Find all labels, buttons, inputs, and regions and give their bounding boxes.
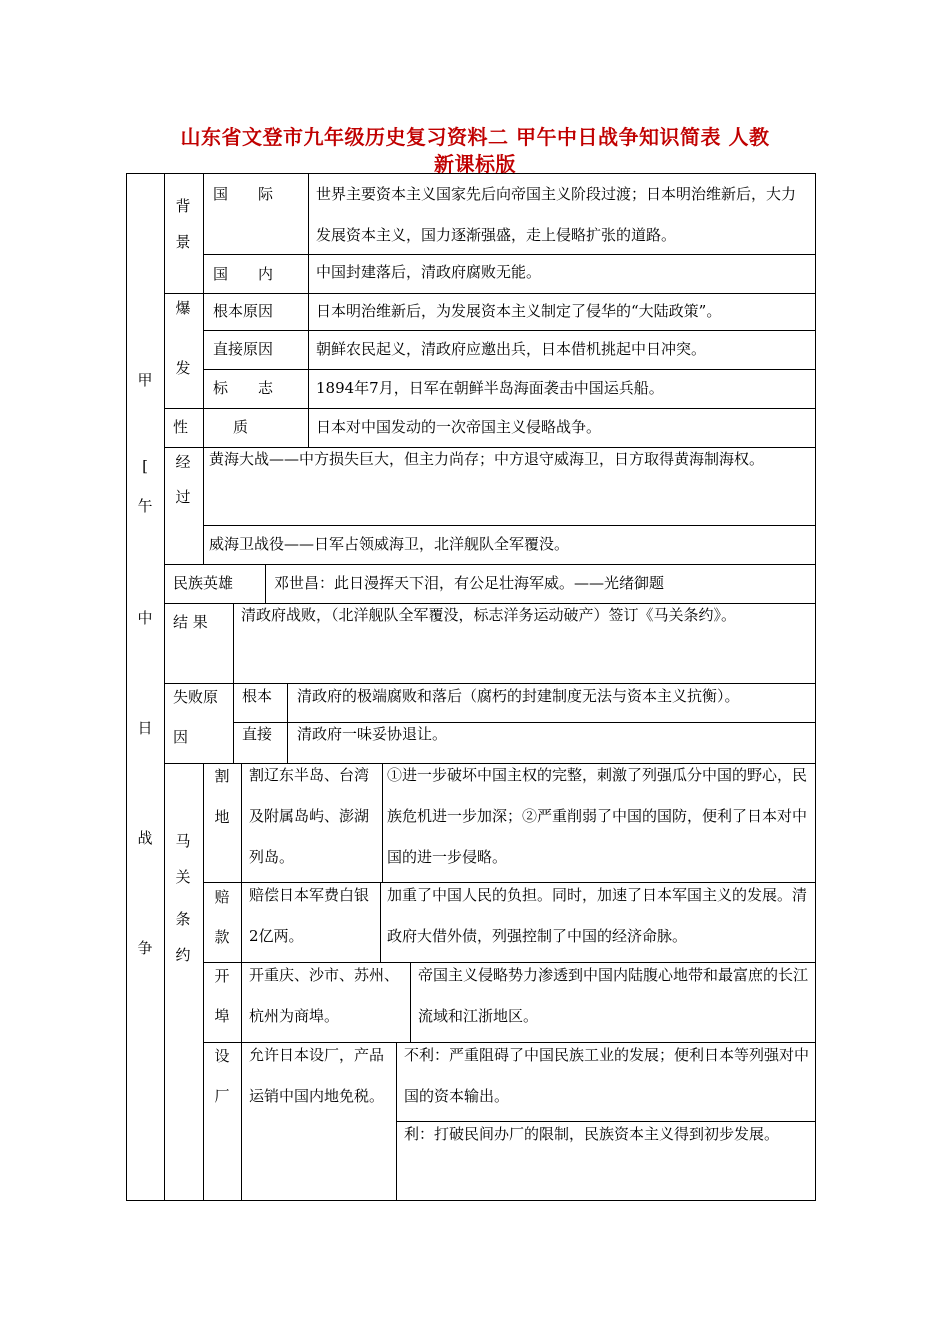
- topic-char: 日: [137, 719, 153, 737]
- hero-label: 民族英雄: [173, 574, 234, 592]
- indemnity-impact: 加重了中国人民的负担。同时，加速了日本军国主义的发展。清政府大借外债，列强控制了中国的经济命脉。: [387, 886, 808, 945]
- failure-direct-label: 直接: [242, 725, 273, 743]
- sign-text: 1894年7月，日军在朝鲜半岛海面袭击中国运兵船。: [316, 379, 664, 397]
- result-text: 清政府战败，（北洋舰队全军覆没，标志洋务运动破产）签订《马关条约》。: [241, 606, 737, 624]
- hero-text: 邓世昌：此日漫挥天下泪，有公足壮海军威。——光绪御题: [274, 574, 665, 592]
- cession-content: 割辽东半岛、台湾及附属岛屿、澎湖列岛。: [249, 766, 370, 866]
- weihaiwei-battle: 威海卫战役——日军占领威海卫，北洋舰队全军覆没。: [209, 535, 570, 553]
- document-title: [120, 124, 830, 178]
- ports-label: 埠: [214, 1007, 230, 1025]
- direct-cause-text: 朝鲜农民起义，清政府应邀出兵，日本借机挑起中日冲突。: [316, 340, 707, 358]
- international-text: 世界主要资本主义国家先后向帝国主义阶段过渡；日本明治维新后，大力发展资本主义，国力逐渐强盛，走上侵略扩张的道路。: [316, 185, 797, 244]
- cession-label: 地: [214, 808, 230, 826]
- factories-harm: 不利：严重阻碍了中国民族工业的发展；便利日本等列强对中国的资本输出。: [404, 1046, 810, 1105]
- ports-label: 开: [214, 967, 230, 985]
- failure-direct-text: 清政府一味妥协退让。: [297, 725, 448, 743]
- nature-text: 日本对中国发动的一次帝国主义侵略战争。: [316, 418, 602, 436]
- indemnity-content: 赔偿日本军费白银2亿两。: [249, 886, 370, 945]
- background-label: 景: [175, 233, 191, 251]
- domestic-label: 国 内: [213, 265, 274, 283]
- treaty-label: 约: [175, 946, 191, 964]
- cession-impact: ①进一步破坏中国主权的完整，刺激了列强瓜分中国的野心，民族危机进一步加深；②严重削弱了中国的国防，便利了日本对中国的进一步侵略。: [387, 766, 808, 866]
- topic-char: 争: [137, 939, 153, 957]
- topic-char: 中: [137, 609, 153, 627]
- ports-impact: 帝国主义侵略势力渗透到中国内陆腹心地带和最富庶的长江流域和江浙地区。: [418, 966, 809, 1025]
- title-line-2: 新课标版: [434, 152, 516, 176]
- indemnity-label: 款: [214, 928, 230, 946]
- topic-char: [: [142, 457, 148, 475]
- factories-label: 厂: [214, 1087, 230, 1105]
- domestic-text: 中国封建落后，清政府腐败无能。: [316, 263, 542, 281]
- process-label: 经: [175, 453, 191, 471]
- title-line-1: 山东省文登市九年级历史复习资料二 甲午中日战争知识简表 人教: [180, 125, 770, 149]
- ports-content: 开重庆、沙市、苏州、杭州为商埠。: [249, 966, 400, 1025]
- cession-label: 割: [214, 767, 230, 785]
- outbreak-label: 爆: [175, 299, 191, 317]
- process-label: 过: [175, 488, 191, 506]
- result-label: 结 果: [173, 613, 208, 631]
- topic-char: 战: [137, 829, 153, 847]
- outbreak-label: 发: [175, 359, 191, 377]
- topic-char: 午: [137, 497, 153, 515]
- factories-benefit: 利：打破民间办厂的限制，民族资本主义得到初步发展。: [404, 1125, 780, 1143]
- root-cause-label: 根本原因: [213, 302, 274, 320]
- root-cause-text: 日本明治维新后，为发展资本主义制定了侵华的“大陆政策”。: [316, 302, 722, 320]
- failure-root-text: 清政府的极端腐败和落后（腐朽的封建制度无法与资本主义抗衡）。: [297, 687, 740, 705]
- failure-root-label: 根本: [242, 687, 273, 705]
- treaty-label: 关: [175, 868, 191, 886]
- direct-cause-label: 直接原因: [213, 340, 274, 358]
- knowledge-table: [126, 173, 816, 1201]
- indemnity-label: 赔: [214, 888, 230, 906]
- sign-label: 标 志: [213, 379, 274, 397]
- international-label: 国 际: [213, 185, 274, 203]
- failure-label: 失败原因: [173, 688, 219, 746]
- background-label: 背: [175, 197, 191, 215]
- factories-content: 允许日本设厂，产品运销中国内地免税。: [249, 1046, 385, 1105]
- treaty-label: 马: [175, 832, 191, 850]
- nature-label: 性 质: [173, 418, 249, 436]
- treaty-label: 条: [175, 910, 191, 928]
- topic-char: 甲: [137, 371, 153, 389]
- factories-label: 设: [214, 1047, 230, 1065]
- yellow-sea-battle: 黄海大战——中方损失巨大，但主力尚存；中方退守威海卫，日方取得黄海制海权。: [209, 450, 765, 468]
